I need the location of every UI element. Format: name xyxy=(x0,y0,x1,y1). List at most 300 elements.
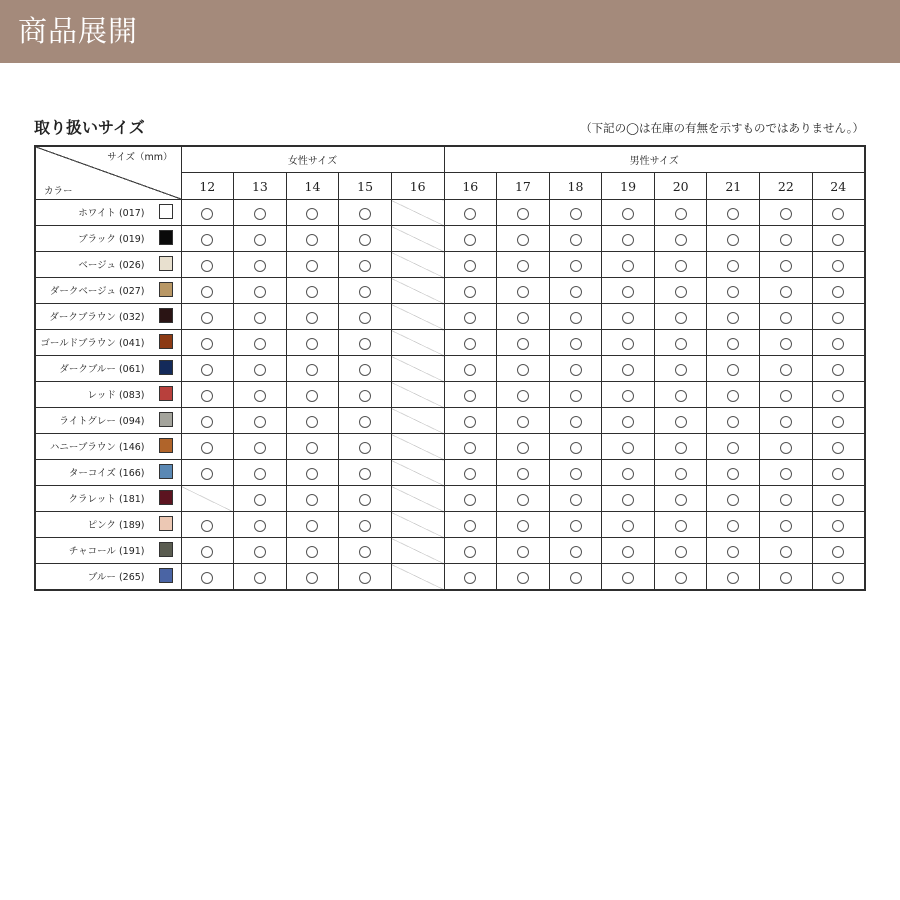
available-cell xyxy=(760,486,813,512)
circle-icon xyxy=(727,286,739,298)
circle-icon xyxy=(254,338,266,350)
circle-icon xyxy=(464,312,476,324)
circle-icon xyxy=(464,442,476,454)
available-cell xyxy=(707,382,760,408)
circle-icon xyxy=(464,546,476,558)
color-swatch xyxy=(159,256,173,271)
header-bar xyxy=(0,0,900,63)
color-swatch xyxy=(159,360,173,375)
circle-icon xyxy=(359,442,371,454)
available-cell xyxy=(549,486,602,512)
stock-note: （下記の◯は在庫の有無を示すものではありません。） xyxy=(580,121,864,135)
available-cell xyxy=(497,382,550,408)
circle-icon xyxy=(306,208,318,220)
circle-icon xyxy=(832,520,844,532)
available-cell xyxy=(812,252,865,278)
available-cell xyxy=(181,330,234,356)
available-cell xyxy=(181,226,234,252)
available-cell xyxy=(760,330,813,356)
available-cell xyxy=(812,564,865,591)
available-cell xyxy=(602,304,655,330)
available-cell xyxy=(654,408,707,434)
circle-icon xyxy=(359,286,371,298)
available-cell xyxy=(444,486,497,512)
available-cell xyxy=(602,226,655,252)
available-cell xyxy=(549,538,602,564)
available-cell xyxy=(286,408,339,434)
available-cell xyxy=(497,304,550,330)
section-title: 取り扱いサイズ xyxy=(34,118,145,137)
table-row xyxy=(35,226,865,252)
circle-icon xyxy=(570,546,582,558)
table-body xyxy=(35,200,865,591)
circle-icon xyxy=(780,572,792,584)
circle-icon xyxy=(675,572,687,584)
available-cell xyxy=(286,460,339,486)
circle-icon xyxy=(780,390,792,402)
size-header-cell: 22 xyxy=(760,173,813,200)
circle-icon xyxy=(464,390,476,402)
available-cell xyxy=(812,434,865,460)
circle-icon xyxy=(832,572,844,584)
circle-icon xyxy=(832,546,844,558)
available-cell xyxy=(497,512,550,538)
circle-icon xyxy=(675,520,687,532)
available-cell xyxy=(234,408,287,434)
available-cell xyxy=(760,434,813,460)
circle-icon xyxy=(254,208,266,220)
circle-icon xyxy=(306,520,318,532)
size-header-cell: 21 xyxy=(707,173,760,200)
available-cell xyxy=(497,408,550,434)
circle-icon xyxy=(306,364,318,376)
available-cell xyxy=(654,200,707,226)
circle-icon xyxy=(254,234,266,246)
available-cell xyxy=(339,382,392,408)
circle-icon xyxy=(254,390,266,402)
color-label-cell xyxy=(35,512,181,538)
available-cell xyxy=(286,330,339,356)
circle-icon xyxy=(570,494,582,506)
color-label-cell xyxy=(35,408,181,434)
circle-icon xyxy=(675,442,687,454)
unavailable-cell xyxy=(391,460,444,486)
circle-icon xyxy=(517,286,529,298)
available-cell xyxy=(654,330,707,356)
circle-icon xyxy=(254,286,266,298)
available-cell xyxy=(181,512,234,538)
circle-icon xyxy=(517,312,529,324)
available-cell xyxy=(181,460,234,486)
circle-icon xyxy=(622,312,634,324)
circle-icon xyxy=(780,260,792,272)
group-header-row xyxy=(35,146,865,173)
circle-icon xyxy=(359,416,371,428)
available-cell xyxy=(286,564,339,591)
available-cell xyxy=(549,408,602,434)
circle-icon xyxy=(727,546,739,558)
available-cell xyxy=(181,278,234,304)
circle-icon xyxy=(517,260,529,272)
circle-icon xyxy=(359,520,371,532)
circle-icon xyxy=(570,286,582,298)
circle-icon xyxy=(464,494,476,506)
available-cell xyxy=(234,512,287,538)
available-cell xyxy=(286,252,339,278)
size-header-cell: 16 xyxy=(391,173,444,200)
available-cell xyxy=(549,200,602,226)
available-cell xyxy=(497,356,550,382)
circle-icon xyxy=(780,416,792,428)
available-cell xyxy=(812,304,865,330)
available-cell xyxy=(339,330,392,356)
available-cell xyxy=(707,564,760,591)
circle-icon xyxy=(622,390,634,402)
table-row xyxy=(35,564,865,591)
available-cell xyxy=(497,564,550,591)
circle-icon xyxy=(570,572,582,584)
available-cell xyxy=(444,408,497,434)
circle-icon xyxy=(464,520,476,532)
table-row xyxy=(35,200,865,226)
available-cell xyxy=(812,226,865,252)
group-header-men: 男性サイズ xyxy=(444,146,865,173)
available-cell xyxy=(812,408,865,434)
circle-icon xyxy=(517,364,529,376)
circle-icon xyxy=(359,494,371,506)
circle-icon xyxy=(780,546,792,558)
available-cell xyxy=(549,512,602,538)
circle-icon xyxy=(570,312,582,324)
available-cell xyxy=(181,564,234,591)
available-cell xyxy=(707,512,760,538)
available-cell xyxy=(602,252,655,278)
color-label-cell xyxy=(35,486,181,512)
available-cell xyxy=(602,460,655,486)
available-cell xyxy=(812,356,865,382)
circle-icon xyxy=(780,468,792,480)
available-cell xyxy=(707,356,760,382)
size-header-cell: 16 xyxy=(444,173,497,200)
circle-icon xyxy=(675,286,687,298)
available-cell xyxy=(234,356,287,382)
circle-icon xyxy=(570,390,582,402)
circle-icon xyxy=(675,390,687,402)
available-cell xyxy=(181,356,234,382)
available-cell xyxy=(286,356,339,382)
available-cell xyxy=(181,200,234,226)
available-cell xyxy=(444,330,497,356)
table-row xyxy=(35,434,865,460)
available-cell xyxy=(549,460,602,486)
circle-icon xyxy=(727,338,739,350)
available-cell xyxy=(339,252,392,278)
available-cell xyxy=(497,460,550,486)
circle-icon xyxy=(517,442,529,454)
available-cell xyxy=(549,382,602,408)
color-label: クラレット (181) xyxy=(68,494,145,505)
available-cell xyxy=(286,538,339,564)
available-cell xyxy=(181,434,234,460)
available-cell xyxy=(444,200,497,226)
available-cell xyxy=(339,356,392,382)
available-cell xyxy=(444,538,497,564)
circle-icon xyxy=(254,364,266,376)
circle-icon xyxy=(832,338,844,350)
circle-icon xyxy=(201,520,213,532)
available-cell xyxy=(549,330,602,356)
available-cell xyxy=(654,356,707,382)
table-row xyxy=(35,460,865,486)
unavailable-cell xyxy=(391,200,444,226)
circle-icon xyxy=(832,312,844,324)
available-cell xyxy=(602,434,655,460)
available-cell xyxy=(760,200,813,226)
available-cell xyxy=(812,486,865,512)
color-swatch xyxy=(159,438,173,453)
circle-icon xyxy=(201,260,213,272)
available-cell xyxy=(654,304,707,330)
color-label-cell xyxy=(35,330,181,356)
color-swatch xyxy=(159,386,173,401)
circle-icon xyxy=(570,234,582,246)
unavailable-cell xyxy=(391,408,444,434)
available-cell xyxy=(286,486,339,512)
circle-icon xyxy=(780,442,792,454)
circle-icon xyxy=(517,338,529,350)
size-header-cell: 19 xyxy=(602,173,655,200)
unavailable-cell xyxy=(391,382,444,408)
available-cell xyxy=(181,538,234,564)
available-cell xyxy=(602,512,655,538)
circle-icon xyxy=(570,520,582,532)
available-cell xyxy=(602,200,655,226)
circle-icon xyxy=(780,208,792,220)
color-swatch xyxy=(159,412,173,427)
table-row xyxy=(35,278,865,304)
available-cell xyxy=(707,200,760,226)
size-table xyxy=(34,145,866,591)
available-cell xyxy=(444,460,497,486)
circle-icon xyxy=(780,312,792,324)
circle-icon xyxy=(675,494,687,506)
circle-icon xyxy=(570,468,582,480)
available-cell xyxy=(654,434,707,460)
circle-icon xyxy=(464,234,476,246)
circle-icon xyxy=(675,338,687,350)
color-label-cell xyxy=(35,200,181,226)
color-label: ブラック (019) xyxy=(78,234,145,245)
available-cell xyxy=(654,382,707,408)
circle-icon xyxy=(201,442,213,454)
circle-icon xyxy=(306,260,318,272)
circle-icon xyxy=(464,286,476,298)
available-cell xyxy=(234,278,287,304)
available-cell xyxy=(234,564,287,591)
circle-icon xyxy=(306,442,318,454)
available-cell xyxy=(497,330,550,356)
color-label-cell xyxy=(35,252,181,278)
circle-icon xyxy=(622,442,634,454)
circle-icon xyxy=(254,546,266,558)
circle-icon xyxy=(832,208,844,220)
available-cell xyxy=(760,564,813,591)
available-cell xyxy=(654,226,707,252)
available-cell xyxy=(444,356,497,382)
available-cell xyxy=(444,434,497,460)
circle-icon xyxy=(254,572,266,584)
color-label: ホワイト (017) xyxy=(78,208,145,219)
table-row xyxy=(35,304,865,330)
size-header-cell: 18 xyxy=(549,173,602,200)
color-swatch xyxy=(159,542,173,557)
available-cell xyxy=(602,564,655,591)
circle-icon xyxy=(254,442,266,454)
unavailable-cell xyxy=(391,330,444,356)
circle-icon xyxy=(675,234,687,246)
color-label: ハニーブラウン (146) xyxy=(49,442,145,453)
circle-icon xyxy=(570,442,582,454)
circle-icon xyxy=(622,364,634,376)
available-cell xyxy=(234,538,287,564)
circle-icon xyxy=(306,572,318,584)
unavailable-cell xyxy=(181,486,234,512)
available-cell xyxy=(181,382,234,408)
available-cell xyxy=(707,538,760,564)
available-cell xyxy=(497,200,550,226)
available-cell xyxy=(602,330,655,356)
circle-icon xyxy=(306,546,318,558)
available-cell xyxy=(181,252,234,278)
circle-icon xyxy=(464,572,476,584)
available-cell xyxy=(497,486,550,512)
circle-icon xyxy=(622,416,634,428)
corner-size-label: サイズ（mm） xyxy=(107,152,173,163)
available-cell xyxy=(339,564,392,591)
circle-icon xyxy=(622,468,634,480)
available-cell xyxy=(760,252,813,278)
circle-icon xyxy=(359,234,371,246)
color-label: ターコイズ (166) xyxy=(68,468,145,479)
available-cell xyxy=(286,512,339,538)
circle-icon xyxy=(359,390,371,402)
circle-icon xyxy=(727,390,739,402)
unavailable-cell xyxy=(391,486,444,512)
circle-icon xyxy=(832,286,844,298)
circle-icon xyxy=(359,208,371,220)
circle-icon xyxy=(727,416,739,428)
circle-icon xyxy=(464,364,476,376)
available-cell xyxy=(707,304,760,330)
circle-icon xyxy=(727,364,739,376)
circle-icon xyxy=(780,286,792,298)
color-swatch xyxy=(159,230,173,245)
circle-icon xyxy=(622,260,634,272)
available-cell xyxy=(760,460,813,486)
circle-icon xyxy=(464,208,476,220)
available-cell xyxy=(549,564,602,591)
available-cell xyxy=(339,304,392,330)
circle-icon xyxy=(254,494,266,506)
circle-icon xyxy=(359,468,371,480)
available-cell xyxy=(812,538,865,564)
unavailable-cell xyxy=(391,356,444,382)
available-cell xyxy=(549,304,602,330)
circle-icon xyxy=(359,572,371,584)
available-cell xyxy=(812,330,865,356)
circle-icon xyxy=(832,416,844,428)
available-cell xyxy=(339,460,392,486)
corner-color-label: カラー xyxy=(44,186,73,197)
circle-icon xyxy=(727,468,739,480)
unavailable-cell xyxy=(391,278,444,304)
color-swatch xyxy=(159,464,173,479)
circle-icon xyxy=(201,416,213,428)
available-cell xyxy=(497,252,550,278)
available-cell xyxy=(760,304,813,330)
circle-icon xyxy=(306,286,318,298)
unavailable-cell xyxy=(391,252,444,278)
circle-icon xyxy=(780,338,792,350)
available-cell xyxy=(654,564,707,591)
available-cell xyxy=(234,200,287,226)
available-cell xyxy=(707,434,760,460)
circle-icon xyxy=(306,234,318,246)
circle-icon xyxy=(306,312,318,324)
page-title: 商品展開 xyxy=(18,14,139,48)
circle-icon xyxy=(622,234,634,246)
color-label-cell xyxy=(35,434,181,460)
color-swatch xyxy=(159,490,173,505)
circle-icon xyxy=(780,364,792,376)
circle-icon xyxy=(517,208,529,220)
circle-icon xyxy=(622,494,634,506)
circle-icon xyxy=(675,208,687,220)
available-cell xyxy=(812,382,865,408)
color-label-cell xyxy=(35,304,181,330)
table-row xyxy=(35,538,865,564)
available-cell xyxy=(602,356,655,382)
circle-icon xyxy=(832,468,844,480)
available-cell xyxy=(654,278,707,304)
circle-icon xyxy=(570,364,582,376)
circle-icon xyxy=(622,520,634,532)
available-cell xyxy=(812,460,865,486)
size-header-cell: 14 xyxy=(286,173,339,200)
available-cell xyxy=(339,226,392,252)
circle-icon xyxy=(570,260,582,272)
circle-icon xyxy=(201,286,213,298)
circle-icon xyxy=(570,338,582,350)
circle-icon xyxy=(517,234,529,246)
color-label: ピンク (189) xyxy=(87,520,145,531)
color-swatch xyxy=(159,308,173,323)
circle-icon xyxy=(254,416,266,428)
available-cell xyxy=(654,538,707,564)
size-header-cell: 17 xyxy=(497,173,550,200)
circle-icon xyxy=(517,572,529,584)
circle-icon xyxy=(622,546,634,558)
color-swatch xyxy=(159,334,173,349)
size-header-cell: 13 xyxy=(234,173,287,200)
circle-icon xyxy=(727,572,739,584)
available-cell xyxy=(549,356,602,382)
circle-icon xyxy=(517,494,529,506)
circle-icon xyxy=(622,208,634,220)
available-cell xyxy=(286,434,339,460)
circle-icon xyxy=(832,494,844,506)
circle-icon xyxy=(517,546,529,558)
